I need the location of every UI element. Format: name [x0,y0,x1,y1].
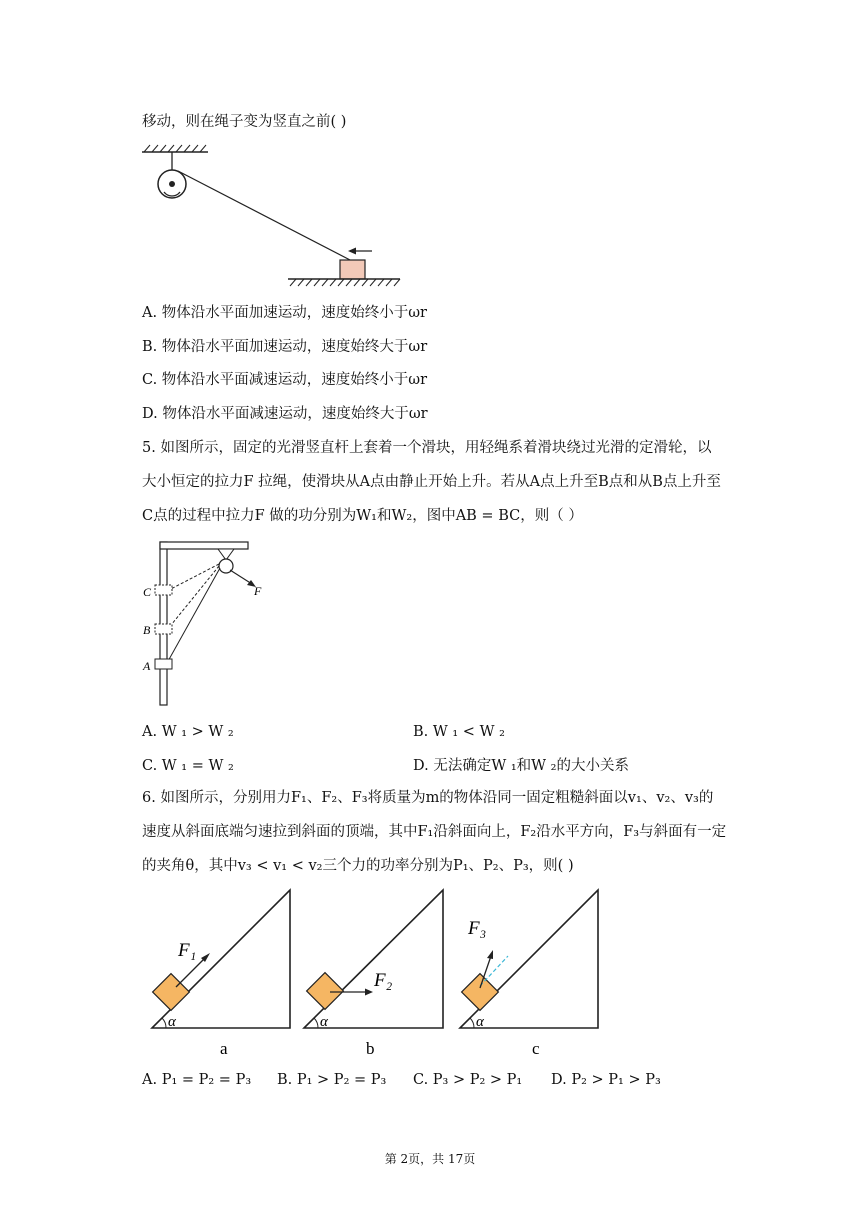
q6-label-a: a [220,1039,228,1058]
q5-label-c: C [143,585,152,599]
q5-option-a: A. W ₁ > W ₂ [142,724,234,740]
q4-option-a: A. 物体沿水平面加速运动，速度始终小于ωr [142,305,427,321]
q5-stem-line2: 大小恒定的拉力F 拉绳，使滑块从A点由静止开始上升。若从A点上升至B点和从B点上升至 [142,474,721,490]
q6-stem-line1: 6. 如图所示，分别用力F₁、F₂、F₃将质量为m的物体沿同一固定粗糙斜面以v₁、v₂、v₃的 [142,790,714,806]
q6-label-alpha-a: α [168,1014,176,1030]
q6-option-a: A. P₁ = P₂ = P₃ [142,1072,252,1088]
q6-label-c: c [532,1039,540,1058]
q5-label-f: F [254,584,262,598]
q4-pulley-figure [138,140,408,292]
q5-option-c: C. W ₁ = W ₂ [142,758,234,774]
q6-label-alpha-b: α [320,1014,328,1030]
q5-label-a: A [143,659,151,673]
q6-option-b: B. P₁ > P₂ = P₃ [277,1072,387,1088]
q4-option-d: D. 物体沿水平面减速运动，速度始终大于ωr [142,406,428,422]
q4-option-c: C. 物体沿水平面减速运动，速度始终小于ωr [142,372,428,388]
q4-stem-tail: 移动，则在绳子变为竖直之前( ) [142,114,347,130]
q6-incline-figures [140,884,610,1059]
q5-stem-line3: C点的过程中拉力F 做的功分别为W₁和W₂，图中AB = BC，则（ ） [142,508,583,524]
q6-label-f1: F₁ [178,940,197,961]
q5-stem-line1: 5. 如图所示，固定的光滑竖直杆上套着一个滑块，用轻绳系着滑块绕过光滑的定滑轮，以 [142,440,712,456]
q6-label-b: b [366,1039,375,1058]
q5-label-b: B [143,623,151,637]
q6-figure-c [460,890,598,1058]
q5-option-b: B. W ₁ < W ₂ [413,724,505,740]
q4-option-b: B. 物体沿水平面加速运动，速度始终大于ωr [142,339,428,355]
q6-stem-line2: 速度从斜面底端匀速拉到斜面的顶端，其中F₁沿斜面向上，F₂沿水平方向，F₃与斜面有一定 [142,824,727,840]
q6-option-d: D. P₂ > P₁ > P₃ [551,1072,661,1088]
page-footer: 第 2页，共 17页 [384,1152,476,1166]
q5-option-d: D. 无法确定W ₁和W ₂的大小关系 [413,758,629,774]
q6-figure-a [152,890,290,1058]
q6-label-alpha-c: α [476,1014,484,1030]
q6-stem-line3: 的夹角θ，其中v₃ < v₁ < v₂三个力的功率分别为P₁、P₂、P₃，则( ) [142,858,574,874]
q6-label-f2: F₂ [374,970,393,991]
q6-option-c: C. P₃ > P₂ > P₁ [413,1072,523,1088]
q6-label-f3: F₃ [468,918,487,939]
q6-figure-b [304,890,443,1058]
q5-rod-pulley-figure [140,538,270,708]
